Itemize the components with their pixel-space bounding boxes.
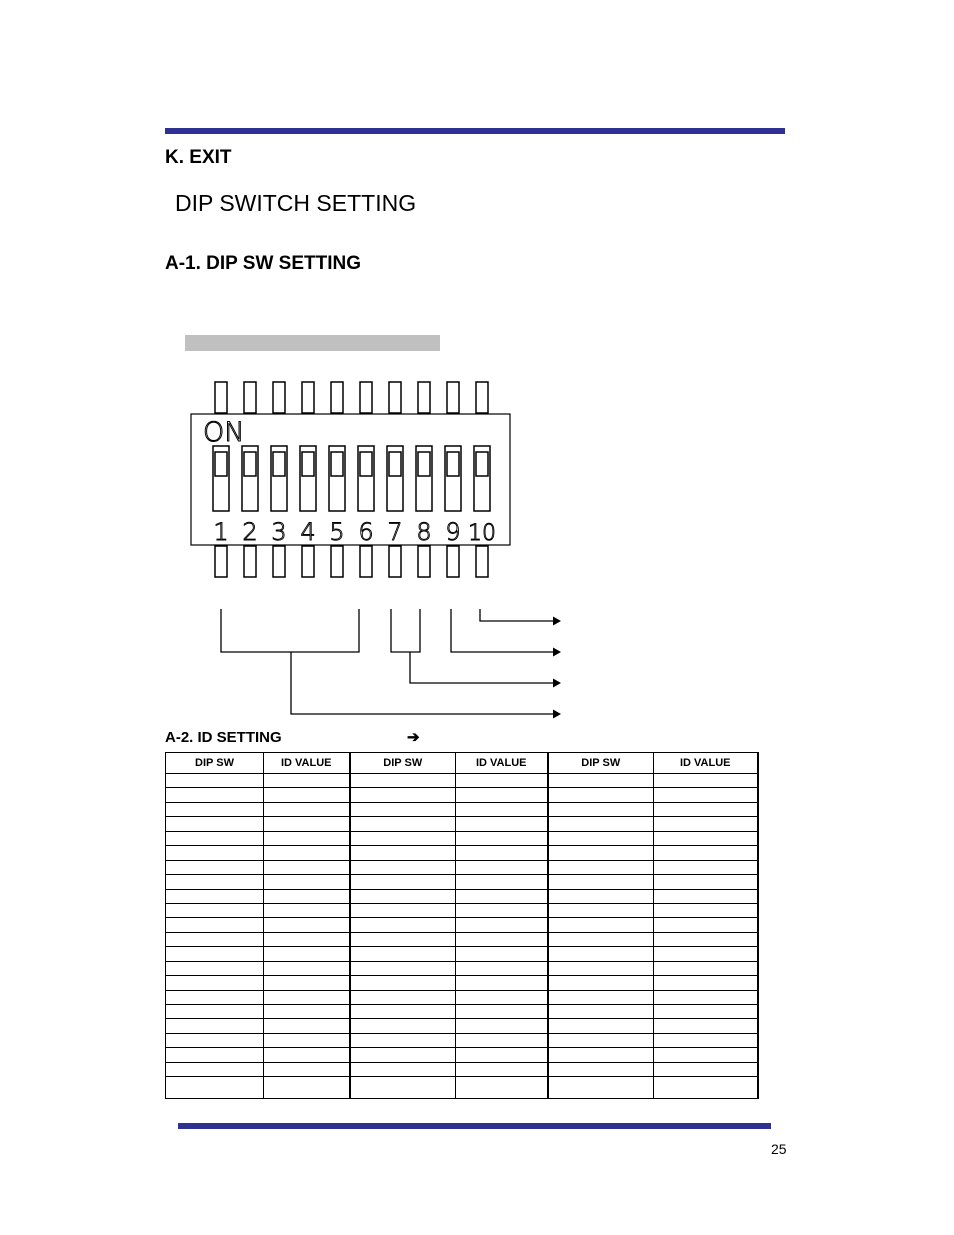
- table-row: [166, 802, 758, 816]
- dip-pin-top: [331, 382, 343, 413]
- dip-pin-top: [418, 382, 430, 413]
- header-dip-sw: DIP SW: [548, 753, 654, 774]
- id-value-cell: [654, 831, 758, 845]
- dip-sw-cell: [166, 1048, 264, 1062]
- switch-number: 5: [329, 518, 345, 546]
- dip-sw-cell: [166, 918, 264, 932]
- dip-pin-bottom: [360, 546, 372, 577]
- id-value-cell: [456, 976, 548, 990]
- switch-number: 8: [416, 518, 432, 546]
- dip-pin-bottom: [447, 546, 459, 577]
- dip-sw-cell: [166, 860, 264, 874]
- dip-sw-cell: [166, 802, 264, 816]
- bottom-pins: [215, 546, 488, 577]
- table-row: [166, 817, 758, 831]
- dip-sw-cell: [350, 947, 456, 961]
- dip-sw-cell: [350, 1033, 456, 1047]
- id-value-cell: [654, 903, 758, 917]
- id-value-cell: [654, 846, 758, 860]
- dip-sw-cell: [350, 1077, 456, 1099]
- dip-sw-cell: [548, 788, 654, 802]
- id-value-cell: [456, 846, 548, 860]
- table-row: [166, 1062, 758, 1076]
- dip-sw-cell: [548, 976, 654, 990]
- switch-number: 10: [468, 521, 496, 546]
- id-value-cell: [264, 990, 350, 1004]
- table-row: [166, 860, 758, 874]
- dip-sw-cell: [166, 976, 264, 990]
- dip-sw-cell: [350, 889, 456, 903]
- header-id-value: ID VALUE: [456, 753, 548, 774]
- id-value-cell: [456, 774, 548, 788]
- table-row: [166, 831, 758, 845]
- dip-sw-cell: [350, 817, 456, 831]
- id-value-cell: [264, 918, 350, 932]
- id-value-cell: [456, 1062, 548, 1076]
- dip-sw-cell: [166, 1019, 264, 1033]
- top-pins: [215, 382, 488, 413]
- id-setting-table: [165, 752, 759, 1099]
- dip-pin-top: [389, 382, 401, 413]
- id-value-cell: [264, 1048, 350, 1062]
- dip-sw-cell: [166, 846, 264, 860]
- table-row: [166, 846, 758, 860]
- id-value-cell: [456, 889, 548, 903]
- id-value-cell: [654, 932, 758, 946]
- switch-number: 7: [387, 518, 403, 546]
- dip-sw-cell: [548, 1005, 654, 1019]
- dip-sw-cell: [548, 802, 654, 816]
- id-value-cell: [264, 817, 350, 831]
- dip-sw-cell: [350, 860, 456, 874]
- dip-pin-top: [447, 382, 459, 413]
- id-setting-title: A-2. ID SETTING: [165, 729, 282, 746]
- dip-sw-cell: [548, 990, 654, 1004]
- id-value-cell: [654, 1019, 758, 1033]
- dip-sw-cell: [166, 817, 264, 831]
- dip-sw-cell: [548, 860, 654, 874]
- id-value-cell: [264, 889, 350, 903]
- id-value-cell: [654, 1005, 758, 1019]
- id-value-cell: [264, 802, 350, 816]
- dip-sw-cell: [166, 932, 264, 946]
- dip-pin-top: [244, 382, 256, 413]
- id-value-cell: [654, 961, 758, 975]
- on-label: ON: [203, 417, 245, 448]
- dip-sw-cell: [166, 774, 264, 788]
- dip-sw-cell: [166, 889, 264, 903]
- dip-sw-cell: [166, 1077, 264, 1099]
- id-value-cell: [456, 788, 548, 802]
- dip-sw-cell: [350, 903, 456, 917]
- id-value-cell: [264, 875, 350, 889]
- dip-pin-bottom: [215, 546, 227, 577]
- id-value-cell: [264, 947, 350, 961]
- table-row: [166, 1048, 758, 1062]
- header-id-value: ID VALUE: [654, 753, 758, 774]
- table-row: [166, 875, 758, 889]
- dip-sw-cell: [350, 1019, 456, 1033]
- dip-pin-bottom: [302, 546, 314, 577]
- dip-sw-cell: [350, 976, 456, 990]
- dip-pin-top: [302, 382, 314, 413]
- dip-pin-bottom: [418, 546, 430, 577]
- switch-number: 6: [358, 518, 374, 546]
- dip-sw-cell: [548, 889, 654, 903]
- dip-sw-cell: [166, 875, 264, 889]
- table-row: [166, 1077, 758, 1099]
- dip-sw-cell: [548, 774, 654, 788]
- table-row: [166, 774, 758, 788]
- id-value-cell: [456, 947, 548, 961]
- id-value-cell: [264, 903, 350, 917]
- switch-number: 3: [271, 518, 287, 546]
- dip-sw-cell: [166, 831, 264, 845]
- id-value-cell: [264, 932, 350, 946]
- id-value-cell: [264, 1033, 350, 1047]
- dip-sw-cell: [350, 774, 456, 788]
- id-value-cell: [456, 875, 548, 889]
- dip-sw-cell: [166, 1005, 264, 1019]
- id-value-cell: [654, 976, 758, 990]
- id-value-cell: [264, 788, 350, 802]
- dip-sw-cell: [548, 1019, 654, 1033]
- page-number: 25: [771, 1141, 787, 1157]
- header-id-value: ID VALUE: [264, 753, 350, 774]
- table-row: [166, 976, 758, 990]
- switch-number: 9: [445, 518, 461, 546]
- id-value-cell: [264, 976, 350, 990]
- table-row: [166, 918, 758, 932]
- table-row: [166, 788, 758, 802]
- dip-sw-cell: [548, 846, 654, 860]
- dip-sw-cell: [548, 903, 654, 917]
- dip-sw-cell: [548, 932, 654, 946]
- table-row: [166, 889, 758, 903]
- id-value-cell: [456, 1077, 548, 1099]
- table-row: [166, 932, 758, 946]
- id-value-cell: [654, 918, 758, 932]
- dip-sw-cell: [350, 932, 456, 946]
- dip-pin-bottom: [244, 546, 256, 577]
- id-value-cell: [456, 1048, 548, 1062]
- dip-sw-cell: [166, 1033, 264, 1047]
- id-value-cell: [456, 990, 548, 1004]
- header-dip-sw: DIP SW: [166, 753, 264, 774]
- dip-sw-cell: [350, 875, 456, 889]
- dip-sw-cell: [548, 1033, 654, 1047]
- id-value-cell: [456, 817, 548, 831]
- dip-sw-cell: [166, 903, 264, 917]
- id-value-cell: [456, 918, 548, 932]
- dip-sw-cell: [350, 1062, 456, 1076]
- dip-pin-top: [360, 382, 372, 413]
- id-value-cell: [456, 1019, 548, 1033]
- id-value-cell: [264, 1062, 350, 1076]
- dip-sw-cell: [548, 947, 654, 961]
- dip-pin-bottom: [476, 546, 488, 577]
- id-value-cell: [456, 1033, 548, 1047]
- dip-pin-top: [215, 382, 227, 413]
- id-value-cell: [264, 831, 350, 845]
- dip-sw-cell: [166, 788, 264, 802]
- dip-pin-bottom: [331, 546, 343, 577]
- dip-sw-cell: [350, 846, 456, 860]
- id-value-cell: [264, 1005, 350, 1019]
- id-value-cell: [654, 860, 758, 874]
- table-row: [166, 1005, 758, 1019]
- grouping-lines: [221, 609, 553, 714]
- id-value-cell: [654, 802, 758, 816]
- table-row: [166, 1019, 758, 1033]
- id-value-cell: [456, 802, 548, 816]
- id-value-cell: [654, 1062, 758, 1076]
- id-value-cell: [654, 947, 758, 961]
- id-value-cell: [264, 860, 350, 874]
- dip-pin-top: [273, 382, 285, 413]
- dip-sw-cell: [548, 961, 654, 975]
- dip-sw-cell: [350, 1048, 456, 1062]
- dip-sw-cell: [166, 947, 264, 961]
- dip-sw-cell: [548, 1048, 654, 1062]
- table-row: [166, 990, 758, 1004]
- id-value-cell: [264, 1019, 350, 1033]
- dip-sw-cell: [548, 1077, 654, 1099]
- dip-sw-cell: [350, 831, 456, 845]
- id-value-cell: [456, 860, 548, 874]
- dip-sw-cell: [350, 1005, 456, 1019]
- table-header-row: [166, 753, 758, 774]
- switch-number: 2: [242, 518, 258, 546]
- id-value-cell: [654, 817, 758, 831]
- switch-number: 1: [213, 518, 229, 546]
- id-value-cell: [456, 831, 548, 845]
- dip-pin-bottom: [389, 546, 401, 577]
- id-value-cell: [456, 903, 548, 917]
- dip-sw-cell: [350, 990, 456, 1004]
- dip-sw-cell: [350, 802, 456, 816]
- id-value-cell: [264, 961, 350, 975]
- right-arrow-icon: ➔: [407, 729, 420, 746]
- dip-sw-cell: [548, 1062, 654, 1076]
- id-value-cell: [264, 774, 350, 788]
- switch-number: 4: [300, 518, 316, 546]
- bottom-rule: [178, 1123, 771, 1129]
- dip-sw-cell: [166, 990, 264, 1004]
- id-value-cell: [654, 1048, 758, 1062]
- table-row: [166, 903, 758, 917]
- id-value-cell: [654, 1033, 758, 1047]
- dip-sw-cell: [548, 831, 654, 845]
- arrowheads: [553, 617, 561, 719]
- dip-sw-cell: [350, 788, 456, 802]
- table-row: [166, 1033, 758, 1047]
- id-value-cell: [654, 1077, 758, 1099]
- dip-sw-cell: [548, 817, 654, 831]
- dip-sw-cell: [166, 1062, 264, 1076]
- id-value-cell: [654, 990, 758, 1004]
- id-value-cell: [654, 889, 758, 903]
- section-title: K. EXIT: [165, 147, 232, 168]
- dip-sw-cell: [350, 961, 456, 975]
- id-value-cell: [654, 788, 758, 802]
- id-value-cell: [654, 875, 758, 889]
- dip-sw-cell: [548, 918, 654, 932]
- dip-sw-cell: [166, 961, 264, 975]
- id-value-cell: [264, 1077, 350, 1099]
- dip-sw-cell: [548, 875, 654, 889]
- page-title: DIP SWITCH SETTING: [175, 190, 417, 216]
- id-value-cell: [654, 774, 758, 788]
- dip-pin-top: [476, 382, 488, 413]
- id-value-cell: [456, 932, 548, 946]
- subsection-title: A-1. DIP SW SETTING: [165, 253, 362, 274]
- table-row: [166, 961, 758, 975]
- id-value-cell: [456, 961, 548, 975]
- dip-sw-cell: [350, 918, 456, 932]
- id-value-cell: [456, 1005, 548, 1019]
- table-row: [166, 947, 758, 961]
- dip-pin-bottom: [273, 546, 285, 577]
- header-dip-sw: DIP SW: [350, 753, 456, 774]
- id-value-cell: [264, 846, 350, 860]
